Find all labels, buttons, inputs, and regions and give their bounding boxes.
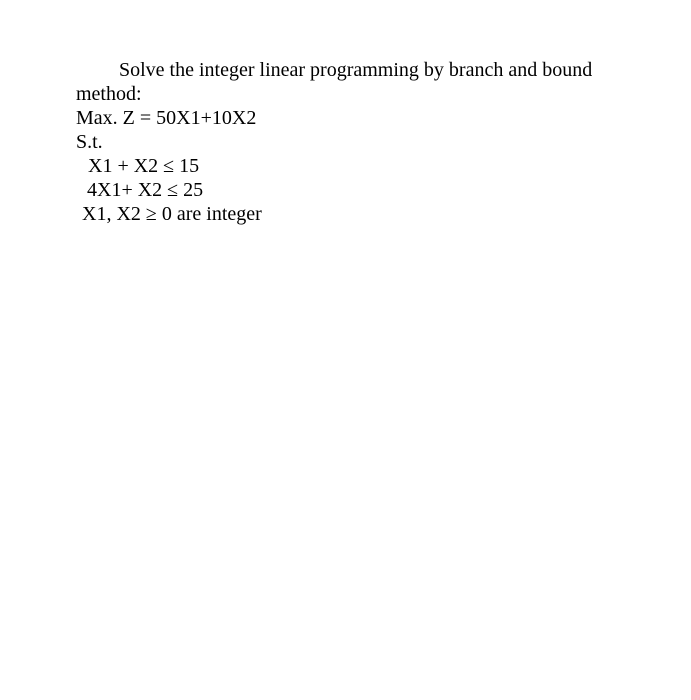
objective-function: Max. Z = 50X1+10X2: [76, 107, 257, 129]
nonnegativity-constraint: X1, X2 ≥ 0 are integer: [82, 203, 262, 225]
subject-to-label: S.t.: [76, 131, 103, 153]
problem-intro-line-2: method:: [76, 83, 142, 105]
problem-intro-line-1: Solve the integer linear programming by branch and bound: [119, 59, 593, 81]
constraint-2: 4X1+ X2 ≤ 25: [87, 179, 204, 201]
constraint-1: X1 + X2 ≤ 15: [88, 155, 200, 177]
